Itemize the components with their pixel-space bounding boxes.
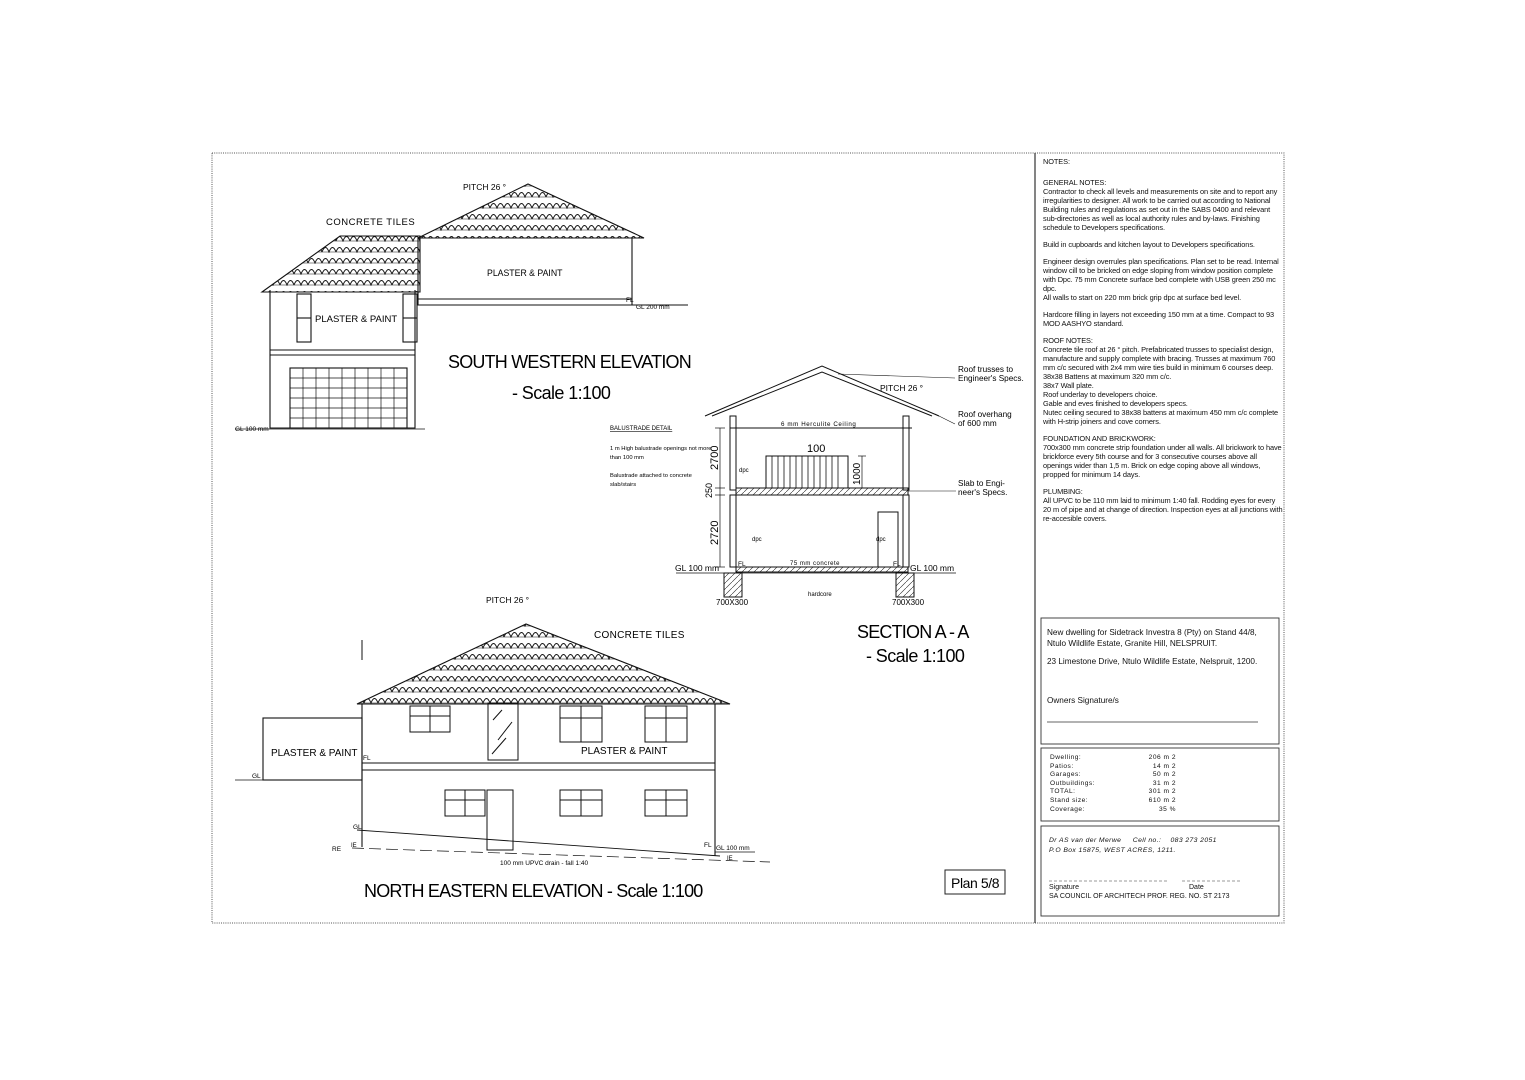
area-row xyxy=(1050,754,1176,763)
dpc-label-lower: dpc xyxy=(752,537,762,543)
area-row xyxy=(1050,763,1176,772)
roof-note-3: Roof underlay to developers choice. xyxy=(1043,390,1158,399)
section-ceiling-label: 6 mm Herculite Ceiling xyxy=(781,421,857,428)
area-schedule xyxy=(1050,754,1176,814)
sw-left-block xyxy=(270,290,415,428)
note-line: of 600 mm xyxy=(958,419,997,428)
note-line: Balustrade attached to concrete xyxy=(610,473,692,479)
note-line: than 100 mm xyxy=(610,455,644,461)
sw-elevation xyxy=(235,184,688,429)
ne-fl-left: FL xyxy=(363,755,371,762)
section-surface-bed xyxy=(736,567,908,572)
dim-2700: 2700 xyxy=(709,445,721,470)
area-value: 14 m 2 xyxy=(1152,762,1176,770)
area-value: 50 m 2 xyxy=(1152,771,1176,779)
architect-box xyxy=(1049,836,1279,855)
general-note-1: Contractor to check all levels and measurements on site and to report any irregularities to designer. All work to be carried out according to National Building rules and regulations as set out in the SABS 0400 and relevant sub-directories as well as local authority rules and by-laws. Finishing schedule to Developers specifications. xyxy=(1043,187,1278,232)
sw-tiles-label: CONCRETE TILES xyxy=(326,217,416,228)
section-hardcore: hardcore xyxy=(808,592,832,598)
area-value: 301 m 2 xyxy=(1148,788,1176,796)
ne-lower-windows xyxy=(445,790,687,850)
architect-cell-label: Cell no.: xyxy=(1132,837,1162,844)
general-note-5: Hardcore filling in layers not exceeding 150 mm at a time. Compact to 93 MOD AASHYO standard. xyxy=(1043,310,1275,328)
ne-gl: GL xyxy=(252,773,261,780)
ne-ie-right: IE xyxy=(727,856,733,862)
section-fl-left: FL xyxy=(738,561,746,568)
section-found-left xyxy=(724,573,742,597)
architect-address: P.O Box 15875, WEST ACRES, 1211. xyxy=(1049,846,1176,854)
foundation-note-1: 700x300 mm concrete strip foundation under all walls. All brickwork to have brickforce every 5th course and for 3 consecutive courses above all openings wider than 1,5 m. Brick on edge coping above all windows, propped for minimum 14 days. xyxy=(1043,443,1282,479)
slab-note xyxy=(958,479,1007,497)
roof-overhang-note xyxy=(958,410,1012,428)
area-label: Patios: xyxy=(1050,762,1074,770)
plumbing-heading: PLUMBING: xyxy=(1043,487,1083,496)
dim-250: 250 xyxy=(704,482,714,498)
area-value: 31 m 2 xyxy=(1152,779,1176,787)
section-wall-left-upper xyxy=(730,416,736,490)
ne-fl-right: FL xyxy=(704,842,712,849)
ne-gl100: GL 100 mm xyxy=(716,845,750,852)
section-balustrade-bars xyxy=(772,456,838,488)
sw-pitch: PITCH 26 ° xyxy=(463,182,507,192)
client-box xyxy=(1047,628,1275,714)
roof-note-4: Gable and eves finished to developers specs. xyxy=(1043,399,1188,408)
dim-100: 100 xyxy=(807,443,826,455)
section-title: SECTION A - A xyxy=(857,622,969,642)
dpc-label-upper: dpc xyxy=(739,468,749,474)
section-wall-left-lower xyxy=(730,495,736,567)
ne-re: RE xyxy=(332,846,342,853)
owner-signature-label: Owners Signature/s xyxy=(1047,695,1119,705)
area-value: 206 m 2 xyxy=(1148,754,1176,761)
note-line: Roof overhang xyxy=(958,410,1012,419)
area-value: 35 % xyxy=(1158,805,1176,813)
sw-garage-panels xyxy=(290,368,407,428)
signature-row xyxy=(1049,884,1279,893)
balustrade-note-2 xyxy=(610,473,692,488)
area-row xyxy=(1050,806,1176,815)
roof-trusses-note-text: Engineer's Specs. xyxy=(958,374,1024,383)
balustrade-heading: BALUSTRADE DETAIL xyxy=(610,426,673,432)
ne-gl-small: GL xyxy=(353,824,362,831)
general-note-4: All walls to start on 220 mm brick grip dpc at surface bed level. xyxy=(1043,293,1242,302)
sw-plaster-label-1: PLASTER & PAINT xyxy=(487,267,563,279)
ne-ie-left: IE xyxy=(351,843,357,849)
section-roof-inner xyxy=(712,372,932,416)
dpc-label-right: dpc xyxy=(876,537,886,543)
sw-fl: FL xyxy=(626,297,634,304)
sw-title: SOUTH WESTERN ELEVATION xyxy=(448,352,691,372)
signature-box xyxy=(1049,884,1279,901)
ne-plaster-label-1: PLASTER & PAINT xyxy=(271,748,358,759)
ne-pitch: PITCH 26 ° xyxy=(486,595,530,605)
roof-note-1: Concrete tile roof at 26 ° pitch. Prefabricated trusses to specialist design, manufacture and supply complete with bracing. Trusses at maximum 760 mm c/c secured with 2x4 mm wire ties build in minimum 6 courses deep. 38x38 Battens at maximum 320 mm c/c. xyxy=(1043,345,1276,381)
note-line: slab/stairs xyxy=(610,482,637,488)
sw-gl-right: GL 200 mm xyxy=(636,304,670,311)
general-note-3: Engineer design overrules plan specifications. Plan set to be read. Internal window cill to be bricked on edge sloping from window position complete with Dpc. 75 mm Concrete surface bed complete with USB green 250 mc dpc. xyxy=(1043,257,1279,293)
section-wall-right-upper xyxy=(903,416,909,490)
area-label: TOTAL: xyxy=(1050,788,1076,796)
foundation-heading: FOUNDATION AND BRICKWORK: xyxy=(1043,434,1156,443)
roof-notes-heading: ROOF NOTES: xyxy=(1043,336,1093,345)
sw-plaster-label-2: PLASTER & PAINT xyxy=(315,314,398,325)
note-line: neer's Specs. xyxy=(958,488,1008,497)
section-wall-right-lower xyxy=(903,495,909,567)
ne-main-walls xyxy=(362,704,715,856)
client-line-1: New dwelling for Sidetrack Investra 8 (Pty) on Stand 44/8, Ntulo Wildlife Estate, Granite Hill, NELSPRUIT. xyxy=(1047,628,1257,648)
dim-1000: 1000 xyxy=(852,462,863,485)
sw-scale: - Scale 1:100 xyxy=(512,383,611,403)
architect-cell: 083 273 2051 xyxy=(1170,837,1217,844)
roof-note-5: Nutec ceiling secured to 38x38 battens at maximum 450 mm c/c complete with H-strip joiners and cove corners. xyxy=(1043,408,1279,426)
plumbing-note-1: All UPVC to be 110 mm laid to minimum 1:40 fall. Rodding eyes for every 20 m of pipe and at change of direction. Inspection eyes at all junctions with re-accesible covers. xyxy=(1043,496,1283,523)
section-scale: - Scale 1:100 xyxy=(866,646,965,666)
area-value: 610 m 2 xyxy=(1148,796,1176,804)
roof-trusses-note xyxy=(958,365,1024,383)
architect-line-1 xyxy=(1049,836,1279,846)
area-row xyxy=(1050,771,1176,780)
ne-elevation xyxy=(235,624,770,862)
sw-gl-left: GL 100 mm xyxy=(235,426,269,433)
section-slab xyxy=(736,488,908,495)
date-label: Date xyxy=(1189,884,1204,891)
balustrade-note-1 xyxy=(610,446,712,461)
dim-2720: 2720 xyxy=(709,520,721,545)
council-reg: SA COUNCIL OF ARCHITECH PROF. REG. NO. ST 2173 xyxy=(1049,892,1230,900)
section-dimension-line xyxy=(715,428,866,567)
area-label: Coverage: xyxy=(1050,805,1085,813)
ne-slope-ground xyxy=(357,830,720,856)
area-row xyxy=(1050,797,1176,806)
area-label: Outbuildings: xyxy=(1050,779,1095,787)
notes-heading: NOTES: xyxy=(1043,157,1070,166)
section-pitch: PITCH 26 ° xyxy=(880,383,924,393)
general-notes-heading: GENERAL NOTES: xyxy=(1043,178,1107,187)
section-gl-right: GL 100 mm xyxy=(910,563,955,573)
section-gl-left: GL 100 mm xyxy=(675,563,720,573)
sw-main-roof xyxy=(418,184,644,238)
notes-column xyxy=(1043,157,1285,531)
section-found-right xyxy=(896,573,914,597)
plan-label: Plan 5/8 xyxy=(951,875,1000,891)
signature-label: Signature xyxy=(1049,884,1079,891)
area-row xyxy=(1050,788,1176,797)
architect-name: Dr AS van der Merwe xyxy=(1049,837,1122,844)
ne-plaster-label-2: PLASTER & PAINT xyxy=(581,746,668,757)
sw-left-roof xyxy=(262,236,420,292)
note-line: Slab to Engi- xyxy=(958,479,1005,488)
client-line-2: 23 Limestone Drive, Ntulo Wildlife Estate, Nelspruit, 1200. xyxy=(1047,657,1258,666)
ne-title: NORTH EASTERN ELEVATION - Scale 1:100 xyxy=(364,881,703,901)
note-line: 1 m High balustrade openings not more xyxy=(610,446,712,452)
area-label: Stand size: xyxy=(1050,796,1089,804)
general-note-2: Build in cupboards and kitchen layout to Developers specifications. xyxy=(1043,240,1255,249)
section-found-right-label: 700X300 xyxy=(892,598,925,607)
section-concrete: 75 mm concrete xyxy=(790,561,841,567)
section-fl-right: FL xyxy=(893,561,901,568)
roof-trusses-note-text: Roof trusses to xyxy=(958,365,1014,374)
area-row xyxy=(1050,780,1176,789)
area-label: Dwelling: xyxy=(1050,754,1082,761)
ne-tiles-label: CONCRETE TILES xyxy=(594,630,685,641)
roof-note-2: 38x7 Wall plate. xyxy=(1043,381,1094,390)
area-label: Garages: xyxy=(1050,771,1082,779)
section-found-left-label: 700X300 xyxy=(716,598,749,607)
ne-drain-label: 100 mm UPVC drain - fall 1:40 xyxy=(500,860,589,867)
